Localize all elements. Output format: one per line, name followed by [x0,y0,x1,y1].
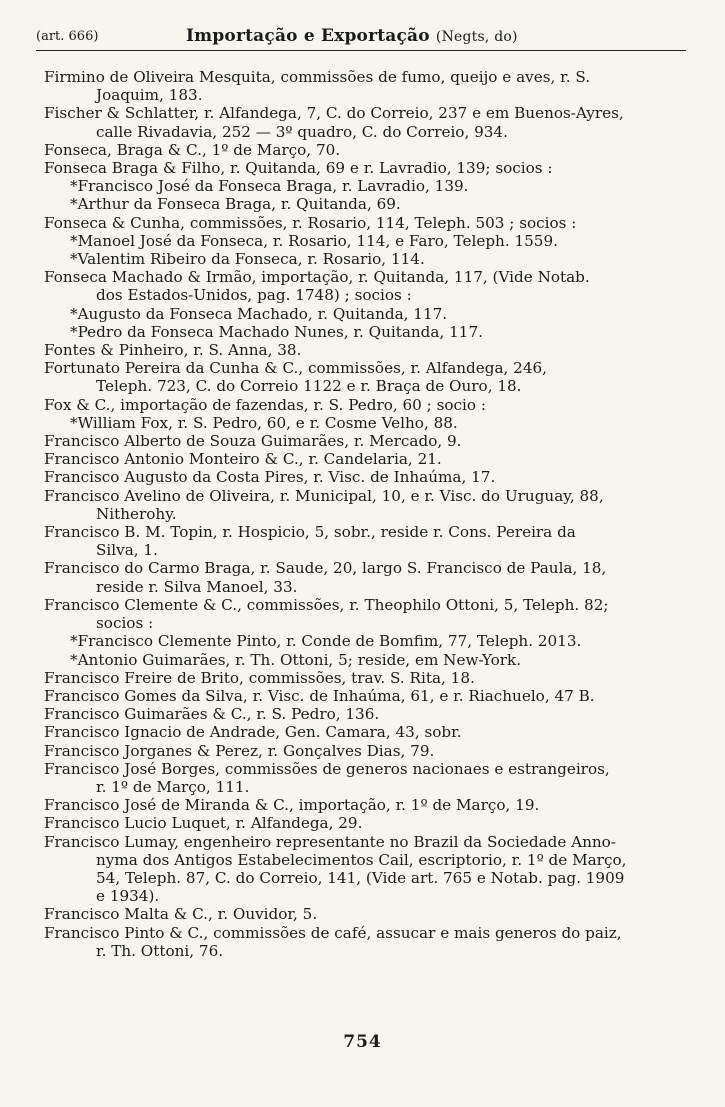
entry-continuation-line: socios : [96,614,154,633]
entry-line: *Antonio Guimarães, r. Th. Ottoni, 5; reside, em New-York. [70,650,522,669]
partner-entry [0,177,725,195]
article-reference: (art. 666) [36,29,99,44]
partner-entry [0,250,725,268]
entry-continuation-line: Silva, 1. [96,541,158,560]
entry-line: Fox & C., importação de fazendas, r. S. Pedro, 60 ; socio : [44,395,486,414]
entry-line: *Augusto da Fonseca Machado, r. Quitanda, 117. [70,304,448,323]
directory-entry [0,141,725,159]
directory-entry [0,468,725,486]
directory-entry [0,760,725,796]
entry-line: *Arthur da Fonseca Braga, r. Quitanda, 69. [70,195,401,214]
entry-line: Fonseca Machado & Irmão, importação, r. Quitanda, 117, (Vide Notab. [44,268,590,287]
partner-entry [0,651,725,669]
entry-line: Francisco Lumay, engenheiro representante no Brazil da Sociedade Anno- [44,832,616,851]
partner-entry [0,195,725,213]
directory-entry [0,268,725,304]
entry-line: Francisco Alberto de Souza Guimarães, r. Mercado, 9. [44,432,462,451]
partner-entry [0,305,725,323]
directory-entry [0,159,725,177]
entry-continuation-line: Nitherohy. [96,504,177,523]
entry-continuation-line: r. Th. Ottoni, 76. [96,941,224,960]
directory-entry [0,705,725,723]
entry-continuation-line: e 1934). [96,887,160,906]
entry-continuation-line: Teleph. 723, C. do Correio 1122 e r. Braça de Ouro, 18. [96,377,522,396]
partner-entry [0,232,725,250]
page-number: 754 [343,1032,382,1052]
directory-entry [0,723,725,741]
entry-line: Francisco José de Miranda & C., importação, r. 1º de Março, 19. [44,796,540,815]
entry-line: Francisco Gomes da Silva, r. Visc. de Inhaúma, 61, e r. Riachuelo, 47 B. [44,686,595,705]
entry-line: *William Fox, r. S. Pedro, 60, e r. Cosme Velho, 88. [70,413,458,432]
directory-entry [0,905,725,923]
section-title: Importação e Exportação [186,26,430,46]
directory-entry [0,487,725,523]
entry-line: Francisco Ignacio de Andrade, Gen. Camara, 43, sobr. [44,723,462,742]
entry-line: *Valentim Ribeiro da Fonseca, r. Rosario, 114. [70,250,425,269]
directory-entry [0,341,725,359]
entry-line: Fonseca, Braga & C., 1º de Março, 70. [44,140,341,159]
directory-entry [0,559,725,595]
partner-entry [0,632,725,650]
entry-line: Fonseca Braga & Filho, r. Quitanda, 69 e r. Lavradio, 139; socios : [44,159,553,178]
entry-line: Francisco Freire de Brito, commissões, trav. S. Rita, 18. [44,668,475,687]
entry-line: Francisco Pinto & C., commissões de café, assucar e mais generos do paiz, [44,923,622,942]
directory-entry [0,68,725,104]
entry-line: Francisco Guimarães & C., r. S. Pedro, 136. [44,705,380,724]
entry-line: Francisco B. M. Topin, r. Hospicio, 5, sobr., reside r. Cons. Pereira da [44,523,576,542]
entry-line: Francisco do Carmo Braga, r. Saude, 20, largo S. Francisco de Paula, 18, [44,559,607,578]
directory-entry [0,742,725,760]
entry-list [0,68,725,960]
directory-entry [0,396,725,414]
entry-line: Francisco Lucio Luquet, r. Alfandega, 29. [44,814,363,833]
directory-entry [0,833,725,906]
directory-entry [0,450,725,468]
page-title [186,26,518,46]
directory-entry [0,214,725,232]
entry-line: Francisco Jorganes & Perez, r. Gonçalves Dias, 79. [44,741,435,760]
directory-entry [0,596,725,632]
section-subtitle: (Negts, do) [435,29,518,45]
entry-line: Fontes & Pinheiro, r. S. Anna, 38. [44,341,302,360]
entry-line: Francisco Antonio Monteiro & C., r. Candelaria, 21. [44,450,442,469]
directory-entry [0,796,725,814]
directory-entry [0,814,725,832]
directory-entry [0,104,725,140]
entry-continuation-line: r. 1º de Março, 111. [96,777,250,796]
entry-line: Fonseca & Cunha, commissões, r. Rosario, 114, Teleph. 503 ; socios : [44,213,577,232]
entry-line: *Manoel José da Fonseca, r. Rosario, 114, e Faro, Teleph. 1559. [70,231,558,250]
partner-entry [0,414,725,432]
entry-line: *Francisco José da Fonseca Braga, r. Lavradio, 139. [70,177,469,196]
partner-entry [0,323,725,341]
entry-continuation-line: Joaquim, 183. [96,86,203,105]
entry-continuation-line: nyma dos Antigos Estabelecimentos Cail, escriptorio, r. 1º de Março, [96,850,627,869]
directory-entry [0,669,725,687]
entry-line: Francisco Augusto da Costa Pires, r. Visc. de Inhaúma, 17. [44,468,496,487]
entry-continuation-line: calle Rivadavia, 252 — 3º quadro, C. do Correio, 934. [96,122,508,141]
page-header [36,26,686,51]
entry-line: Francisco Clemente & C., commissões, r. Theophilo Ottoni, 5, Teleph. 82; [44,595,609,614]
entry-line: Firmino de Oliveira Mesquita, commissões de fumo, queijo e aves, r. S. [44,68,591,86]
entry-line: Francisco Avelino de Oliveira, r. Municipal, 10, e r. Visc. do Uruguay, 88, [44,486,604,505]
directory-entry [0,687,725,705]
directory-entry [0,359,725,395]
entry-line: Fischer & Schlatter, r. Alfandega, 7, C. do Correio, 237 e em Buenos-Ayres, [44,104,624,123]
entry-line: *Pedro da Fonseca Machado Nunes, r. Quitanda, 117. [70,322,483,341]
directory-entry [0,523,725,559]
entry-line: Francisco Malta & C., r. Ouvidor, 5. [44,905,318,924]
entry-line: Fortunato Pereira da Cunha & C., commissões, r. Alfandega, 246, [44,359,548,378]
entry-continuation-line: 54, Teleph. 87, C. do Correio, 141, (Vide art. 765 e Notab. pag. 1909 [96,868,625,887]
entry-line: Francisco José Borges, commissões de generos nacionaes e estrangeiros, [44,759,610,778]
entry-line: *Francisco Clemente Pinto, r. Conde de Bomfim, 77, Teleph. 2013. [70,632,582,651]
entry-continuation-line: dos Estados-Unidos, pag. 1748) ; socios : [96,286,412,305]
directory-entry [0,924,725,960]
entry-continuation-line: reside r. Silva Manoel, 33. [96,577,298,596]
directory-entry [0,432,725,450]
